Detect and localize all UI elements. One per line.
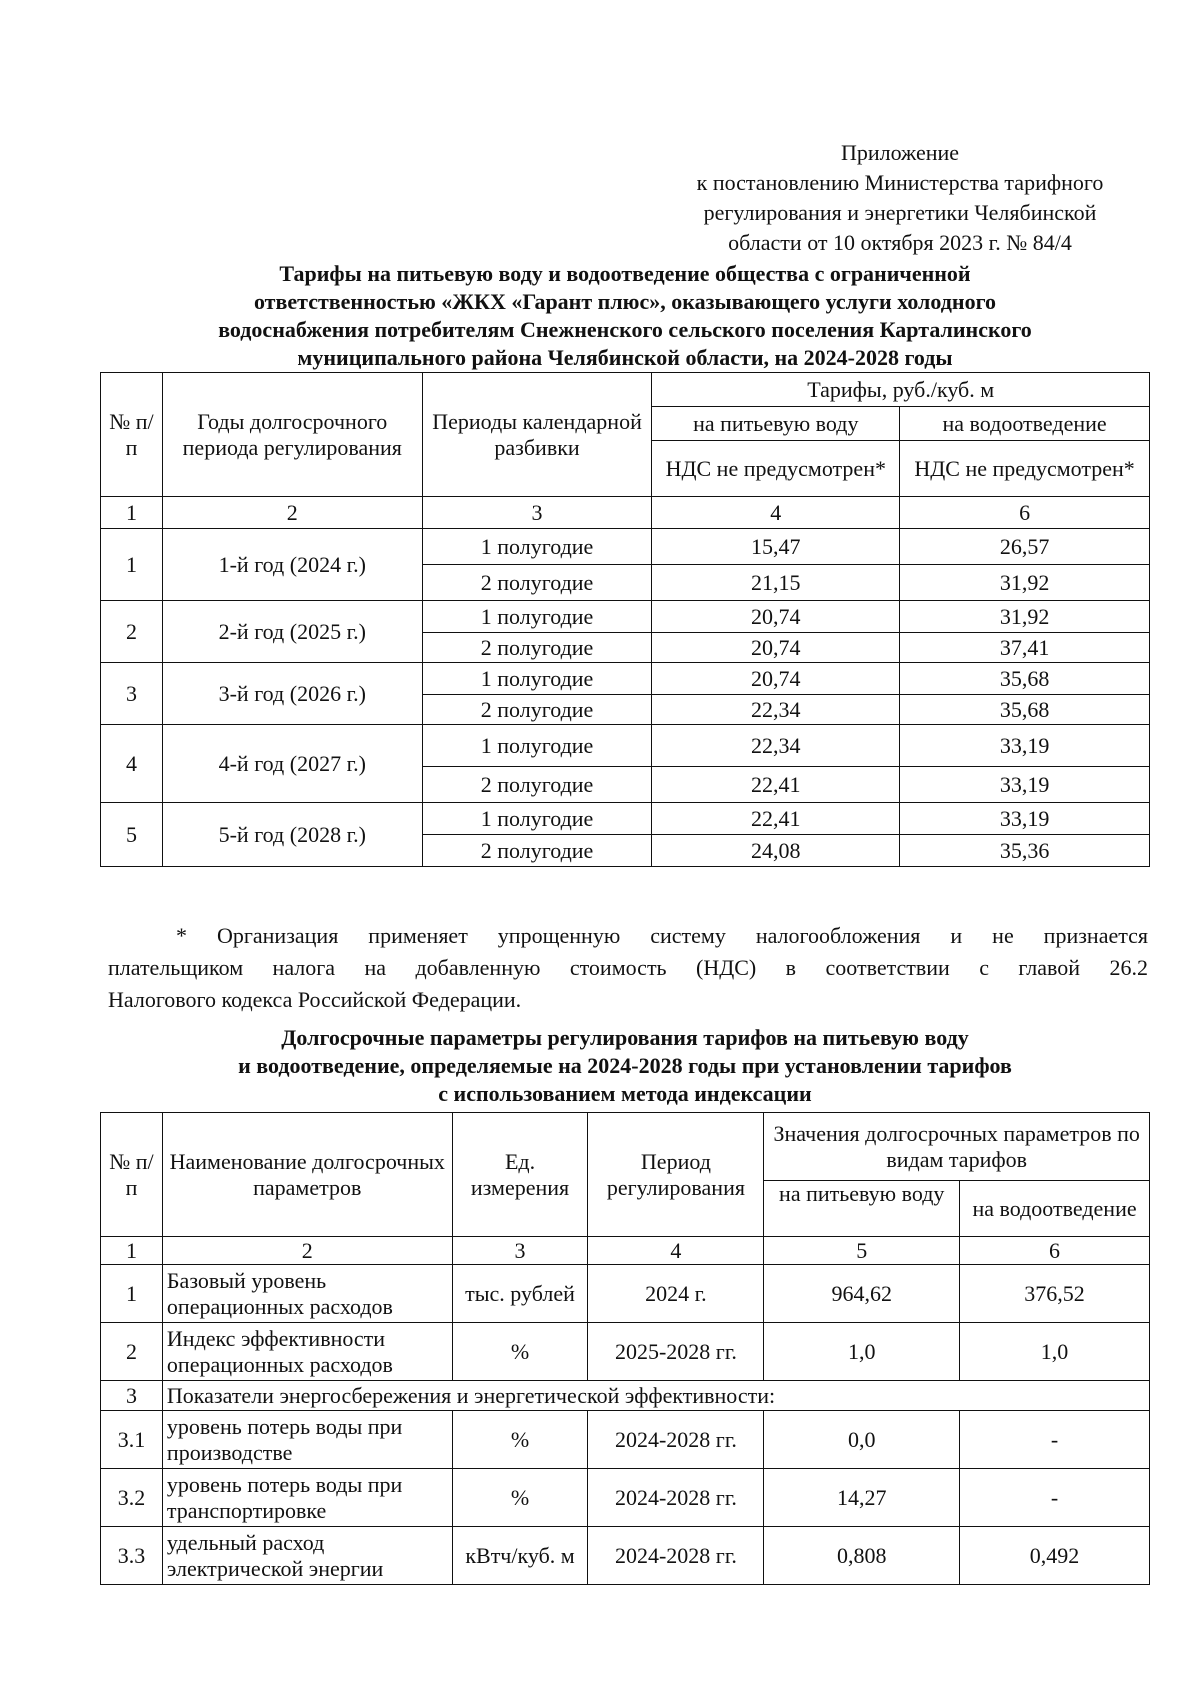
row-period: 2 полугодие [422,565,652,601]
row-num: 3.1 [101,1411,163,1469]
row-year: 2-й год (2025 г.) [162,601,422,663]
appendix-line: области от 10 октября 2023 г. № 84/4 [728,230,1072,255]
col-number: 2 [162,497,422,529]
col-number: 5 [764,1237,960,1265]
row-drain: 0,492 [960,1527,1150,1585]
row-drain: 31,92 [900,565,1150,601]
row-water: 21,15 [652,565,900,601]
table-row [101,725,1150,767]
row-drain: 33,19 [900,767,1150,803]
row-period: 2 полугодие [422,633,652,663]
row-water: 14,27 [764,1469,960,1527]
row-year: 4-й год (2027 г.) [162,725,422,803]
col-number: 3 [422,497,652,529]
tariffs-table [100,372,1150,867]
row-drain: 1,0 [960,1323,1150,1381]
appendix-line: регулирования и энергетики Челябинской [703,200,1097,225]
col-number: 3 [452,1237,588,1265]
row-name: уровень потерь воды при производстве [162,1411,452,1469]
table-row [101,1411,1150,1469]
row-name: Базовый уровень операционных расходов [162,1265,452,1323]
row-drain: - [960,1469,1150,1527]
col-number: 6 [960,1237,1150,1265]
table-row [101,663,1150,695]
appendix-line: к постановлению Министерства тарифного [696,170,1104,195]
row-num: 3.2 [101,1469,163,1527]
row-period: 1 полугодие [422,663,652,695]
header-name: Наименование долгосрочных параметров [162,1113,452,1237]
row-drain: 35,36 [900,835,1150,867]
row-period: 1 полугодие [422,601,652,633]
header-water: на питьевую воду [764,1181,960,1237]
row-water: 0,808 [764,1527,960,1585]
row-name: удельный расход электрической энергии [162,1527,452,1585]
row-num: 1 [101,529,163,601]
row-year: 1-й год (2024 г.) [162,529,422,601]
row-drain: 35,68 [900,695,1150,725]
col-number: 1 [101,1237,163,1265]
header-vat-water: НДС не предусмотрен* [652,441,900,497]
row-num: 2 [101,601,163,663]
footnote-line: Налогового кодекса Российской Федерации. [108,987,522,1012]
header-unit: Ед. измерения [452,1113,588,1237]
row-drain: - [960,1411,1150,1469]
row-name: уровень потерь воды при транспортировке [162,1469,452,1527]
tariffs-title [100,260,1150,372]
row-drain: 37,41 [900,633,1150,663]
header-drain: на водоотведение [900,407,1150,441]
table-row [101,601,1150,633]
row-water: 20,74 [652,633,900,663]
row-water: 22,34 [652,725,900,767]
col-number: 4 [652,497,900,529]
col-number: 4 [588,1237,764,1265]
table-row [101,1527,1150,1585]
row-unit: % [452,1323,588,1381]
row-unit: % [452,1469,588,1527]
col-number: 6 [900,497,1150,529]
parameters-table [100,1112,1150,1585]
row-period: 1 полугодие [422,529,652,565]
row-period: 2024 г. [588,1265,764,1323]
vat-footnote [108,920,1148,1016]
row-period: 2025-2028 гг. [588,1323,764,1381]
table-row [101,1323,1150,1381]
row-water: 24,08 [652,835,900,867]
row-name: Индекс эффективности операционных расходов [162,1323,452,1381]
row-water: 20,74 [652,663,900,695]
row-period: 2 полугодие [422,835,652,867]
row-period: 2024-2028 гг. [588,1527,764,1585]
col-number: 2 [162,1237,452,1265]
row-num: 3 [101,663,163,725]
col-number: 1 [101,497,163,529]
row-period: 2 полугодие [422,695,652,725]
table-row [101,1265,1150,1323]
table-row [101,1381,1150,1411]
header-tariffs: Тарифы, руб./куб. м [652,373,1150,407]
row-water: 0,0 [764,1411,960,1469]
row-period: 1 полугодие [422,725,652,767]
row-year: 5-й год (2028 г.) [162,803,422,867]
row-water: 22,34 [652,695,900,725]
row-num: 5 [101,803,163,867]
appendix-line: Приложение [840,140,960,165]
title-line: с использованием метода индексации [438,1081,812,1106]
row-water: 964,62 [764,1265,960,1323]
row-water: 22,41 [652,767,900,803]
header-period: Период регулирования [588,1113,764,1237]
row-water: 15,47 [652,529,900,565]
parameters-title [100,1024,1150,1108]
row-water: 1,0 [764,1323,960,1381]
row-drain: 33,19 [900,725,1150,767]
header-vat-drain: НДС не предусмотрен* [900,441,1150,497]
row-period: 2024-2028 гг. [588,1469,764,1527]
row-drain: 31,92 [900,601,1150,633]
title-line: Тарифы на питьевую воду и водоотведение общества с ограниченной [279,261,971,286]
title-line: Долгосрочные параметры регулирования тарифов на питьевую воду [281,1025,969,1050]
header-values: Значения долгосрочных параметров по видам тарифов [764,1113,1150,1181]
section-name: Показатели энергосбережения и энергетической эффективности: [162,1381,1149,1411]
header-num: № п/п [101,1113,163,1237]
row-num: 1 [101,1265,163,1323]
row-unit: тыс. рублей [452,1265,588,1323]
row-water: 22,41 [652,803,900,835]
footnote-line: плательщиком налога на добавленную стоимость (НДС) в соответствии с главой 26.2 [108,955,1148,980]
title-line: водоснабжения потребителям Снежненского сельского поселения Карталинского [218,317,1032,342]
title-line: и водоотведение, определяемые на 2024-2028 годы при установлении тарифов [238,1053,1012,1078]
row-unit: % [452,1411,588,1469]
row-drain: 35,68 [900,663,1150,695]
header-water: на питьевую воду [652,407,900,441]
table-row [101,529,1150,565]
header-num: № п/п [101,373,163,497]
title-line: муниципального района Челябинской области, на 2024-2028 годы [297,345,953,370]
header-periods: Периоды календарной разбивки [422,373,652,497]
row-drain: 26,57 [900,529,1150,565]
row-num: 3 [101,1381,163,1411]
row-period: 2024-2028 гг. [588,1411,764,1469]
row-drain: 376,52 [960,1265,1150,1323]
row-num: 2 [101,1323,163,1381]
row-period: 2 полугодие [422,767,652,803]
row-num: 4 [101,725,163,803]
header-drain: на водоотведение [960,1181,1150,1237]
row-year: 3-й год (2026 г.) [162,663,422,725]
header-years: Годы долгосрочного периода регулирования [162,373,422,497]
row-water: 20,74 [652,601,900,633]
table-row [101,1469,1150,1527]
row-num: 3.3 [101,1527,163,1585]
footnote-line: * Организация применяет упрощенную систему налогообложения и не признается [176,923,1148,948]
row-unit: кВтч/куб. м [452,1527,588,1585]
appendix-header [640,138,1160,258]
row-drain: 33,19 [900,803,1150,835]
row-period: 1 полугодие [422,803,652,835]
title-line: ответственностью «ЖКХ «Гарант плюс», оказывающего услуги холодного [253,289,997,314]
table-row [101,803,1150,835]
